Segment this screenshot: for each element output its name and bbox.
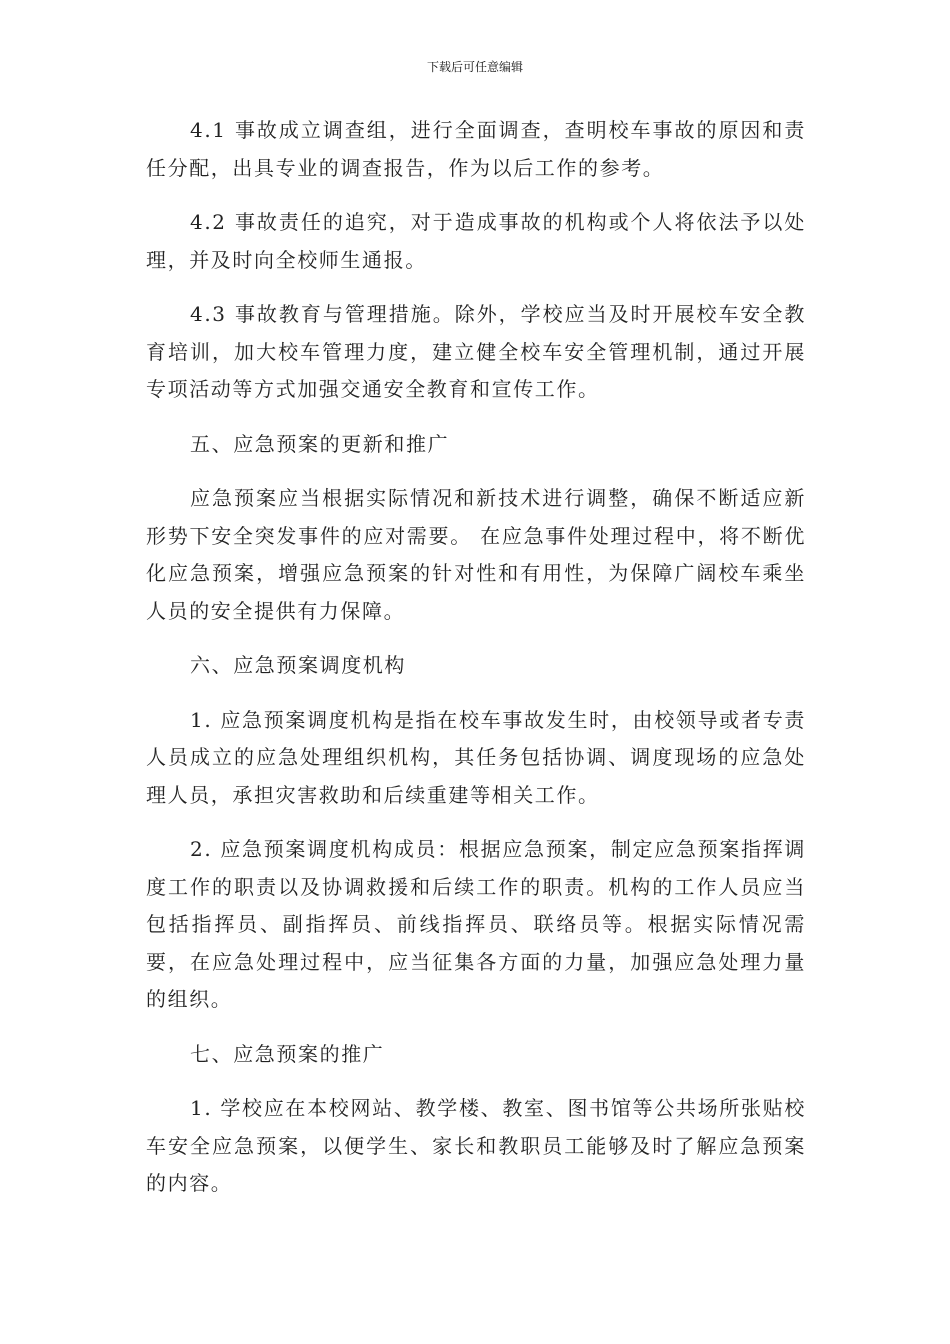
header-note: 下载后可任意编辑 bbox=[426, 60, 523, 74]
paragraph-6-2: 2. 应急预案调度机构成员：根据应急预案，制定应急预案指挥调度工作的职责以及协调救援和后续工作的职责。机构的工作人员应当包括指挥员、副指挥员、前线指挥员、联络员等。根据实际情况需要，在应急处理过程中，应当征集各方面的力量，加强应急处理力量的组织。 bbox=[146, 837, 806, 1011]
paragraph-7-1: 1. 学校应在本校网站、教学楼、教室、图书馆等公共场所张贴校车安全应急预案，以便学生、家长和教职员工能够及时了解应急预案的内容。 bbox=[146, 1096, 806, 1195]
paragraph-5: 应急预案应当根据实际情况和新技术进行调整，确保不断适应新形势下安全突发事件的应对需要。 在应急事件处理过程中，将不断优化应急预案，增强应急预案的针对性和有用性，为保障广阔校车乘坐人员的安全提供有力保障。 bbox=[146, 486, 806, 623]
section-heading-6: 六、应急预案调度机构 bbox=[190, 653, 406, 677]
paragraph-4-2: 4.2 事故责任的追究，对于造成事故的机构或个人将依法予以处理，并及时向全校师生通报。 bbox=[146, 210, 806, 272]
section-heading-7: 七、应急预案的推广 bbox=[190, 1041, 385, 1066]
section-heading-5: 五、应急预案的更新和推广 bbox=[190, 431, 450, 456]
document-body bbox=[146, 112, 806, 1220]
paragraph-4-3: 4.3 事故教育与管理措施。除外，学校应当及时开展校车安全教育培训，加大校车管理力度，建立健全校车安全管理机制，通过开展专项活动等方式加强交通安全教育和宣传工作。 bbox=[146, 302, 806, 401]
paragraph-6-1: 1. 应急预案调度机构是指在校车事故发生时，由校领导或者专责人员成立的应急处理组织机构，其任务包括协调、调度现场的应急处理人员，承担灾害救助和后续重建等相关工作。 bbox=[146, 707, 806, 807]
paragraph-4-1: 4.1 事故成立调查组，进行全面调查，查明校车事故的原因和责任分配，出具专业的调查报告，作为以后工作的参考。 bbox=[146, 118, 806, 180]
